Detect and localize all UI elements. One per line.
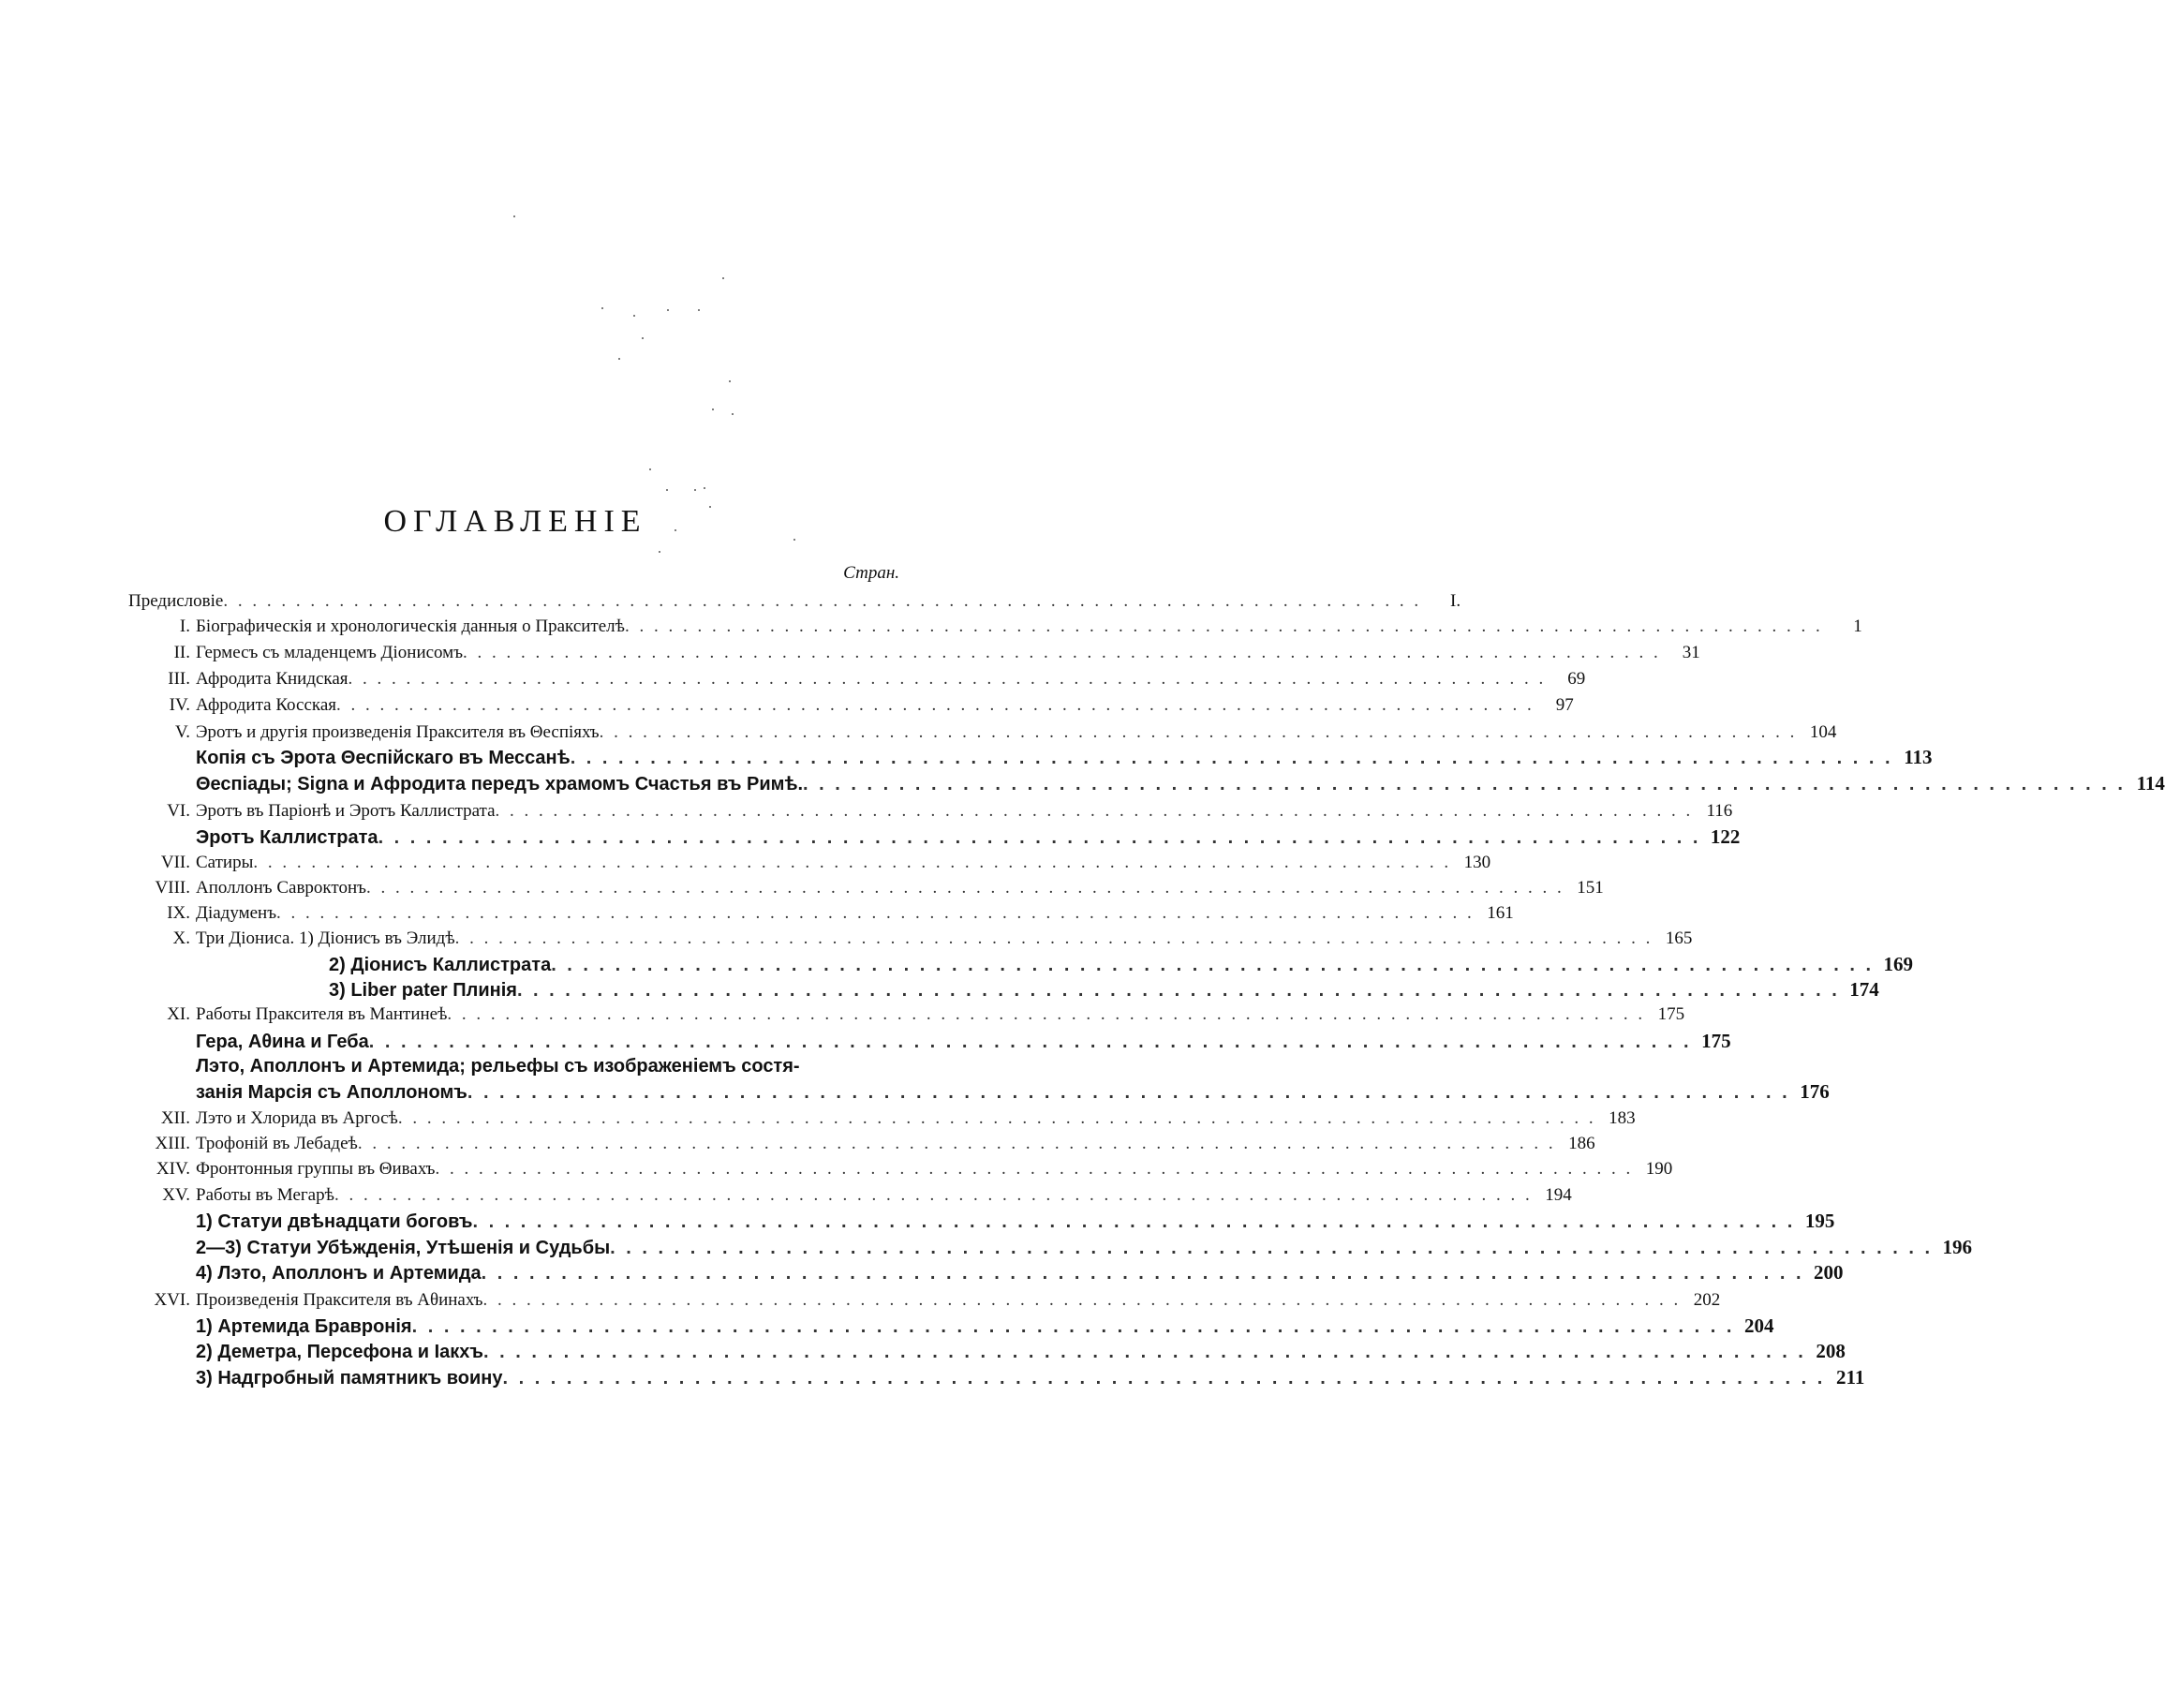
toc-entry-page: 97 (1555, 695, 1574, 715)
toc-entry (128, 588, 1461, 615)
scan-speck (722, 277, 724, 279)
toc-leader-dots (398, 1106, 1596, 1132)
toc-leader-dots (223, 588, 1421, 615)
toc-entry-title: 3) Надгробный памятникъ воину (196, 1368, 503, 1389)
toc-entry (128, 926, 1693, 952)
scan-speck (659, 551, 660, 553)
toc-entry (128, 1259, 1844, 1285)
toc-leader-dots (571, 745, 1893, 771)
toc-entry-number: IV. (169, 695, 190, 715)
toc-leader-dots (803, 771, 2126, 797)
toc-entry-title: Эротъ и другія произведенія Праксителя въ Θеспіяхъ (196, 722, 600, 742)
toc-entry-number: V. (174, 722, 190, 742)
toc-entry-page: 196 (1942, 1236, 1973, 1258)
toc-entry-number: I. (179, 616, 190, 636)
toc-leader-dots (482, 1260, 1804, 1286)
toc-entry-title: 2—3) Статуи Убѣжденія, Утѣшенія и Судьбы (196, 1238, 611, 1258)
toc-entry (128, 1338, 1846, 1364)
toc-entry-page: 195 (1804, 1210, 1835, 1232)
toc-entry-page: 165 (1665, 928, 1693, 948)
toc-entry-number: III. (168, 669, 190, 689)
toc-entry-page: 116 (1706, 801, 1733, 821)
toc-entry-title: Лэто и Хлорида въ Аргосѣ (196, 1108, 398, 1128)
toc-entry-page: 161 (1487, 903, 1514, 923)
toc-entry (128, 692, 1574, 719)
toc-entry-page: 174 (1849, 978, 1879, 1001)
toc-leader-dots (483, 1339, 1806, 1365)
toc-entry-page: 104 (1809, 722, 1837, 742)
toc-entry-number: X. (172, 928, 190, 948)
toc-entry-page: 204 (1743, 1314, 1774, 1337)
toc-entry (128, 1002, 1685, 1028)
toc-leader-dots (435, 1156, 1633, 1182)
toc-entry-title: Трофоній въ Лебадеѣ (196, 1134, 358, 1153)
scan-speck (513, 215, 515, 217)
toc-entry-number: VIII. (155, 878, 190, 898)
toc-entry-title: 1) Артемида Бравронія (196, 1316, 412, 1337)
scan-speck (642, 337, 644, 339)
scan-speck (709, 506, 711, 508)
toc-entry-page: 31 (1682, 643, 1700, 662)
toc-entry (128, 1182, 1572, 1209)
toc-entry-title: Сатиры (196, 853, 254, 872)
scan-speck (649, 468, 651, 470)
toc-entry (128, 1287, 1721, 1314)
toc-entry-title: 3) Liber pater Плинія (329, 980, 517, 1001)
toc-entry (128, 1053, 898, 1079)
toc-entry (128, 1313, 1774, 1339)
toc-entry-title: Фронтонныя группы въ Θивахъ (196, 1159, 436, 1179)
toc-entry-number: XV. (162, 1185, 190, 1205)
toc-entry-number: II. (173, 643, 190, 662)
toc-entry (128, 1131, 1595, 1157)
toc-leader-dots (334, 1182, 1533, 1209)
toc-entry-title: Лэто, Аполлонъ и Артемида; рельефы съ изображеніемъ состя- (196, 1056, 800, 1077)
toc-entry-page: 122 (1710, 825, 1741, 848)
scan-speck (729, 380, 731, 382)
scan-speck (698, 309, 700, 311)
toc-leader-dots (276, 900, 1475, 927)
scan-speck (704, 487, 705, 489)
toc-entry-page: 130 (1463, 853, 1491, 872)
toc-entry-title: Аполлонъ Савроктонъ (196, 878, 366, 898)
scan-speck (712, 408, 714, 410)
toc-entry-title: 2) Деметра, Персефона и Іакхъ (196, 1342, 484, 1362)
toc-leader-dots (472, 1209, 1795, 1235)
toc-leader-dots (467, 1079, 1790, 1106)
toc-entry-page: 186 (1568, 1134, 1595, 1153)
toc-entry-page: 69 (1567, 669, 1586, 689)
toc-leader-dots (496, 798, 1694, 824)
toc-entry-title: Эротъ въ Паріонѣ и Эротъ Каллистрата (196, 801, 496, 821)
toc-entry (128, 666, 1586, 692)
scan-speck (666, 489, 668, 491)
toc-entry-page: 1 (1853, 616, 1862, 636)
toc-leader-dots (412, 1314, 1735, 1340)
toc-entry-title: занія Марсія съ Аполлономъ (196, 1082, 467, 1103)
toc-entry-page: 113 (1904, 746, 1933, 768)
toc-entry-number: VII. (160, 853, 190, 872)
toc-entry (128, 1028, 1731, 1054)
toc-entry-title: 1) Статуи двѣнадцати боговъ (196, 1211, 473, 1232)
toc-entry (128, 744, 1933, 770)
toc-entry (128, 614, 1862, 640)
toc-entry-page: 151 (1577, 878, 1604, 898)
toc-entry-number: XIV. (156, 1159, 190, 1179)
toc-entry (128, 976, 1879, 1003)
toc-entry-number: IX. (167, 903, 190, 923)
toc-entry (128, 1364, 1865, 1390)
scan-speck (601, 307, 603, 309)
toc-leader-dots (358, 1131, 1556, 1157)
toc-entry (128, 824, 1741, 850)
toc-entry-title: Афродита Книдская (196, 669, 348, 689)
toc-entry-page: I. (1450, 591, 1461, 611)
toc-entry (128, 720, 1837, 746)
toc-leader-dots (482, 1287, 1681, 1314)
scan-speck (667, 309, 669, 311)
toc-entry-title: Θеспіады; Signa и Афродита передъ храмомъ Счастья въ Римѣ. (196, 774, 804, 795)
toc-entry (128, 1208, 1835, 1234)
toc-leader-dots (610, 1235, 1933, 1261)
page-column-label: Стран. (843, 563, 899, 583)
toc-leader-dots (253, 850, 1451, 876)
toc-entry-page: 208 (1816, 1340, 1846, 1362)
toc-entry-title: Эротъ Каллистрата (196, 827, 378, 848)
toc-entry-title: Афродита Косская (196, 695, 336, 715)
scan-speck (633, 315, 635, 317)
toc-leader-dots (600, 720, 1798, 746)
toc-entry-title: Работы въ Мегарѣ (196, 1185, 334, 1205)
toc-entry-page: 200 (1814, 1261, 1844, 1284)
toc-entry-page: 175 (1657, 1004, 1685, 1024)
toc-entry-page: 194 (1545, 1185, 1572, 1205)
toc-entry (128, 900, 1514, 927)
toc-entry-page: 183 (1609, 1108, 1636, 1128)
toc-entry (128, 770, 2165, 796)
toc-entry-title: Копія съ Эрота Θеспійскаго въ Мессанѣ (196, 748, 571, 768)
toc-entry-page: 169 (1883, 953, 1914, 975)
toc-leader-dots (348, 666, 1547, 692)
toc-entry-title: 4) Лэто, Аполлонъ и Артемида (196, 1263, 482, 1284)
toc-entry (128, 951, 1914, 977)
toc-entry-page: 190 (1645, 1159, 1673, 1179)
toc-leader-dots (502, 1365, 1825, 1391)
scan-speck (793, 539, 795, 541)
toc-entry (128, 1234, 1973, 1260)
toc-entry-number: XVI. (154, 1290, 190, 1310)
toc-entry-title: Гермесъ съ младенцемъ Діонисомъ (196, 643, 464, 662)
toc-leader-dots (366, 875, 1564, 901)
toc-leader-dots (455, 926, 1653, 952)
toc-entry-number: VI. (167, 801, 190, 821)
toc-entry-title: Три Діониса. 1) Діонисъ въ Элидѣ (196, 928, 455, 948)
toc-entry-title: Предисловіе (128, 591, 224, 611)
toc-entry-title: Гера, Аθина и Геба (196, 1032, 369, 1052)
toc-entry (128, 1106, 1636, 1132)
scan-speck (618, 358, 620, 360)
toc-leader-dots (378, 824, 1701, 851)
toc-entry-number: XIII. (155, 1134, 190, 1153)
scan-speck (732, 413, 734, 415)
toc-leader-dots (625, 614, 1823, 640)
toc-leader-dots (463, 640, 1661, 666)
toc-entry-number: XII. (160, 1108, 190, 1128)
page-title: ОГЛАВЛЕНІЕ (383, 504, 647, 539)
toc-entry (128, 640, 1700, 666)
toc-leader-dots (369, 1029, 1692, 1055)
toc-entry-page: 202 (1693, 1290, 1721, 1310)
toc-leader-dots (517, 977, 1840, 1003)
toc-entry-title: Произведенія Праксителя въ Аθинахъ (196, 1290, 483, 1310)
toc-leader-dots (551, 952, 1874, 978)
toc-entry-page: 211 (1835, 1366, 1865, 1389)
toc-entry-page: 114 (2136, 772, 2165, 795)
toc-entry (128, 875, 1604, 901)
toc-entry-number: XI. (167, 1004, 190, 1024)
toc-entry-title: Біографическія и хронологическія данныя о Праксителѣ (196, 616, 625, 636)
toc-entry-title: Діадуменъ (196, 903, 277, 923)
toc-entry-page: 176 (1800, 1080, 1830, 1103)
toc-entry (128, 850, 1491, 876)
scan-speck (694, 489, 696, 491)
scan-speck (675, 529, 676, 531)
toc-entry-page: 175 (1701, 1030, 1731, 1052)
toc-leader-dots (336, 692, 1535, 719)
toc-entry (128, 1156, 1673, 1182)
toc-entry-title: 2) Діонисъ Каллистрата (329, 955, 552, 975)
toc-entry (128, 798, 1733, 824)
toc-entry-title: Работы Праксителя въ Мантинеѣ (196, 1004, 448, 1024)
toc-leader-dots (447, 1002, 1645, 1028)
toc-entry (128, 1078, 1830, 1105)
